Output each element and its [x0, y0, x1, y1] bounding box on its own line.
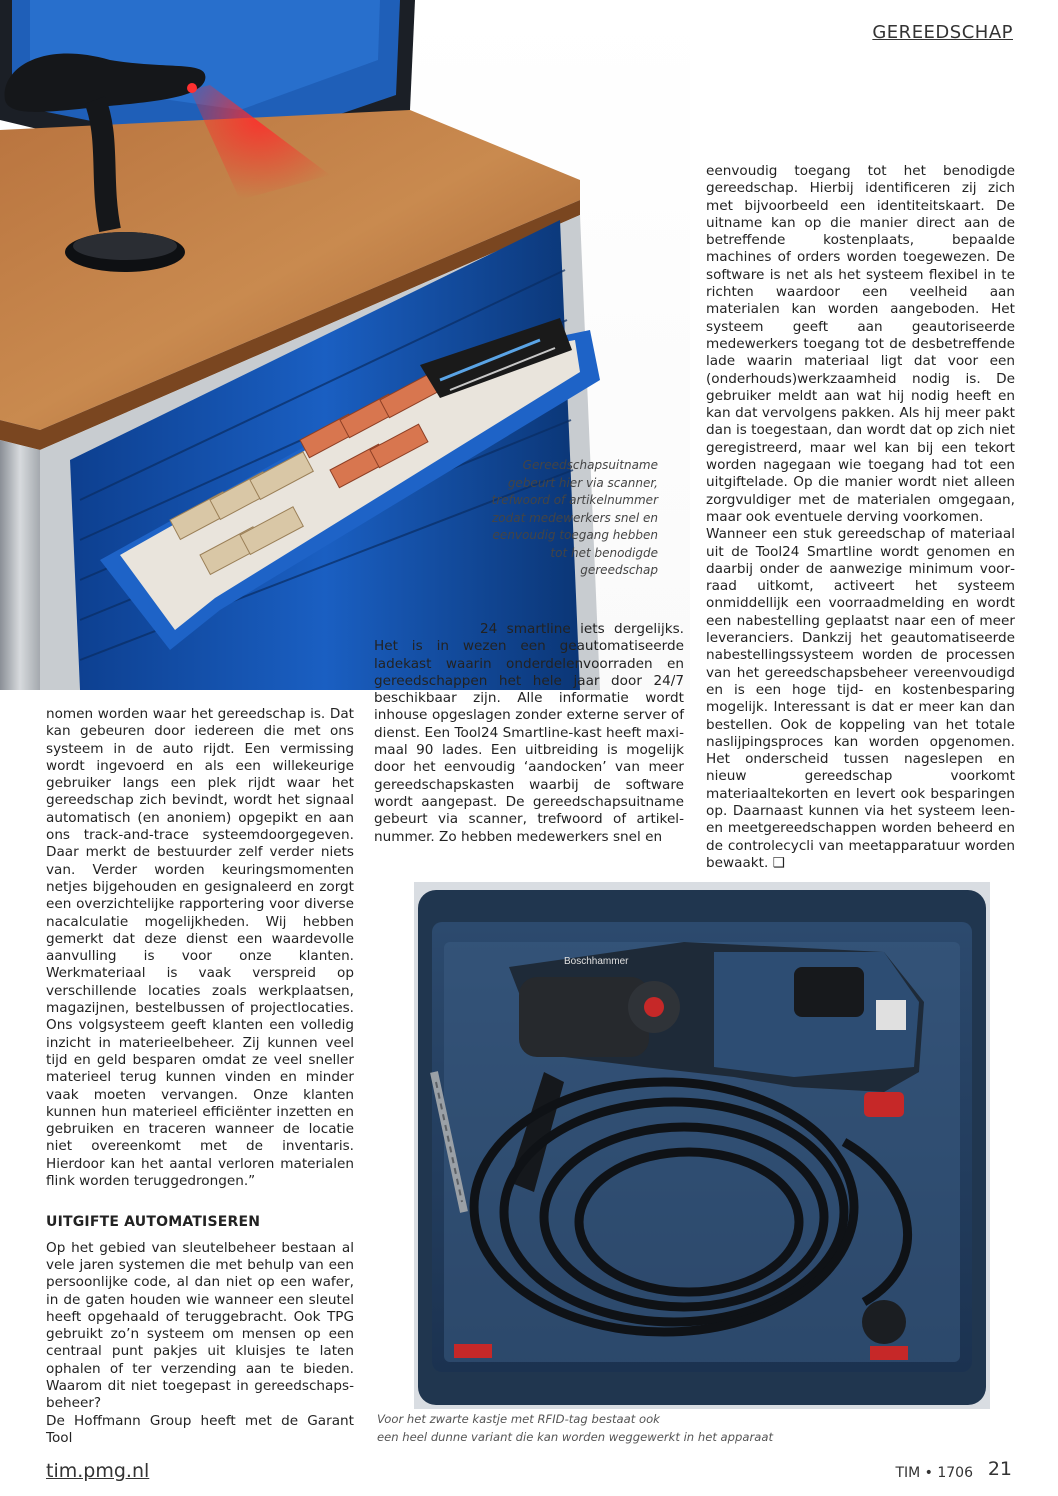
paragraph: De Hoffmann Group heeft met de Garant Tool	[46, 1412, 354, 1446]
magazine-issue-text: TIM • 1706	[895, 1465, 973, 1481]
paragraph: 24 smartline iets dergelijks. Het is in wezen een geautomatiseerde ladekast waarin onderdelenvoorraden en gereedschappen het hele jaar door 24/7 beschikbaar zijn. Alle informatie wordt inhouse opgeslagen zonder externe server of dienst. Een Tool24 Smartline-kast heeft maximaal 90 lades. Een uitbreiding is mogelijk door het eenvoudig ‘aandocken’ van meer gereedschapskasten waarbij de software wordt aangepast. De gereedschapsuitname gebeurt via scanner, trefwoord of artikelnummer. Zo hebben medewerkers snel en	[374, 621, 684, 845]
article-column-left	[46, 706, 354, 1447]
article-column-right	[706, 163, 1015, 872]
footer-website-link[interactable]: tim.pmg.nl	[46, 1460, 150, 1482]
section-heading: UITGIFTE AUTOMATISEREN	[46, 1214, 261, 1231]
caption-line: een heel dunne variant die kan worden weggewerkt in het apparaat	[377, 1430, 774, 1444]
bottom-photo-caption	[377, 1410, 797, 1446]
paragraph: Wanneer een stuk gereedschap of materiaal uit de Tool24 Smartline wordt genomen en daarbij onder de aanwezige minimum voorraad uitkomt, activeert het systeem onmiddellijk een voorraadmelding en wordt een nabestelling geplaatst naar een of meer leveranciers. Dankzij het geautomatiseerde nabestellingssysteem worden de processen van het gereedschapsbeheer vereenvoudigd en is een hoge tijd- en kostenbesparing mogelijk. Interessant is dat er meer kan dan bestellen. Ook de koppeling van het totale naslijpingsproces kan worden opgenomen. Het onderscheid tussen nageslepen en nieuw gereedschap voorkomt materiaaltekorten en levert ook besparingen op. Daarnaast kunnen via het systeem leen- en meetgereedschappen worden beheerd en de controlecycli van meetapparatuur worden bewaakt. ❑	[706, 526, 1015, 871]
footer-magazine-issue	[895, 1465, 973, 1481]
hammer-drill-photo	[414, 882, 990, 1409]
top-photo-caption: Gereedschapsuitname gebeurt hier via scanner, trefwoord of artikelnummer zodat medewerkers snel en eenvoudig toegang hebben tot het benodigde gereedschap	[491, 458, 658, 577]
paragraph: eenvoudig toegang tot het benodigde gereedschap. Hierbij identificeren zij zich met bijvoorbeeld een identiteitskaart. De uitname kan op die manier direct aan de betreffende kostenplaats, bepaalde machines of orders worden toegewezen. De software is net als het systeem flexibel in te richten waardoor een veelheid aan materialen kan worden aangeboden. Het systeem geeft aan geautoriseerde medewerkers toegang tot de desbetreffende lade waarin materiaal ligt dat voor een (onderhouds)werkzaamheid nodig is. De gebruiker meldt aan wat hij nodig heeft en kan dat vervolgens pakken. Als hij meer pakt dan is toegestaan, dan wordt dat op zich niet geregistreerd, maar wel kan bij een tekort worden nagegaan wie toegang had tot een uitgiftelade. Op die manier wordt niet alleen zorgvuldiger met de materialen omgegaan, maar ook eventuele derving voorkomen.	[706, 163, 1015, 525]
hammer-drill-illustration	[414, 882, 990, 1409]
page-number: 21	[987, 1458, 1012, 1480]
paragraph: Op het gebied van sleutelbeheer bestaan al vele jaren systemen die met behulp van een persoonlijke code, al dan niet op een wafer, in de gaten houden wie wanneer een sleutel heeft opgehaald of teruggebracht. Ook TPG gebruikt zo’n systeem om mensen op een centraal punt pakjes uit kluisjes te laten ophalen of ter verzending aan te bieden. Waarom dit niet toegepast in gereedschapsbeheer?	[46, 1239, 354, 1412]
section-tag: GEREEDSCHAP	[872, 22, 1013, 43]
hammer-brand-label: Boschhammer	[564, 956, 629, 967]
tool-cabinet-photo	[0, 0, 690, 690]
article-column-middle	[374, 621, 684, 846]
paragraph: nomen worden waar het gereedschap is. Dat kan gebeuren door iedereen die met ons systeem in de auto rijdt. Een vermissing wordt ingevoerd en als een willekeurige gebruiker langs een plek rijdt waar het gereedschap zich bevindt, wordt het signaal automatisch (en anoniem) opgepikt en aan ons track-and-trace systeemdoorgegeven. Daar merkt de bestuurder zelf verder niets van. Verder worden keuringsmomenten netjes bijgehouden en gesignaleerd en zorgt een overzichtelijke rapportering voor diverse nacalculatie mogelijkheden. Wij hebben gemerkt dat deze dienst een waardevolle aanvulling is voor onze klanten. Werkmateriaal is vaak verspreid op verschillende locaties zoals werkplaatsen, magazijnen, bestelbussen of projectlocaties. Ons volgsysteem geeft klanten een volledig inzicht in materieelbeheer. Zij kunnen veel tijd en geld besparen omdat ze veel sneller materieel terug kunnen vinden en minder vaak moeten vervangen. Onze klanten kunnen hun materieel efficiënter inzetten en gebruiken en traceren wanneer de locatie niet overeenkomt met de inventaris. Hierdoor kan het aantal verloren materialen flink worden teruggedrongen.”	[46, 706, 354, 1190]
caption-line: Voor het zwarte kastje met RFID-tag bestaat ook	[377, 1412, 660, 1426]
tool-cabinet-illustration	[0, 0, 690, 690]
